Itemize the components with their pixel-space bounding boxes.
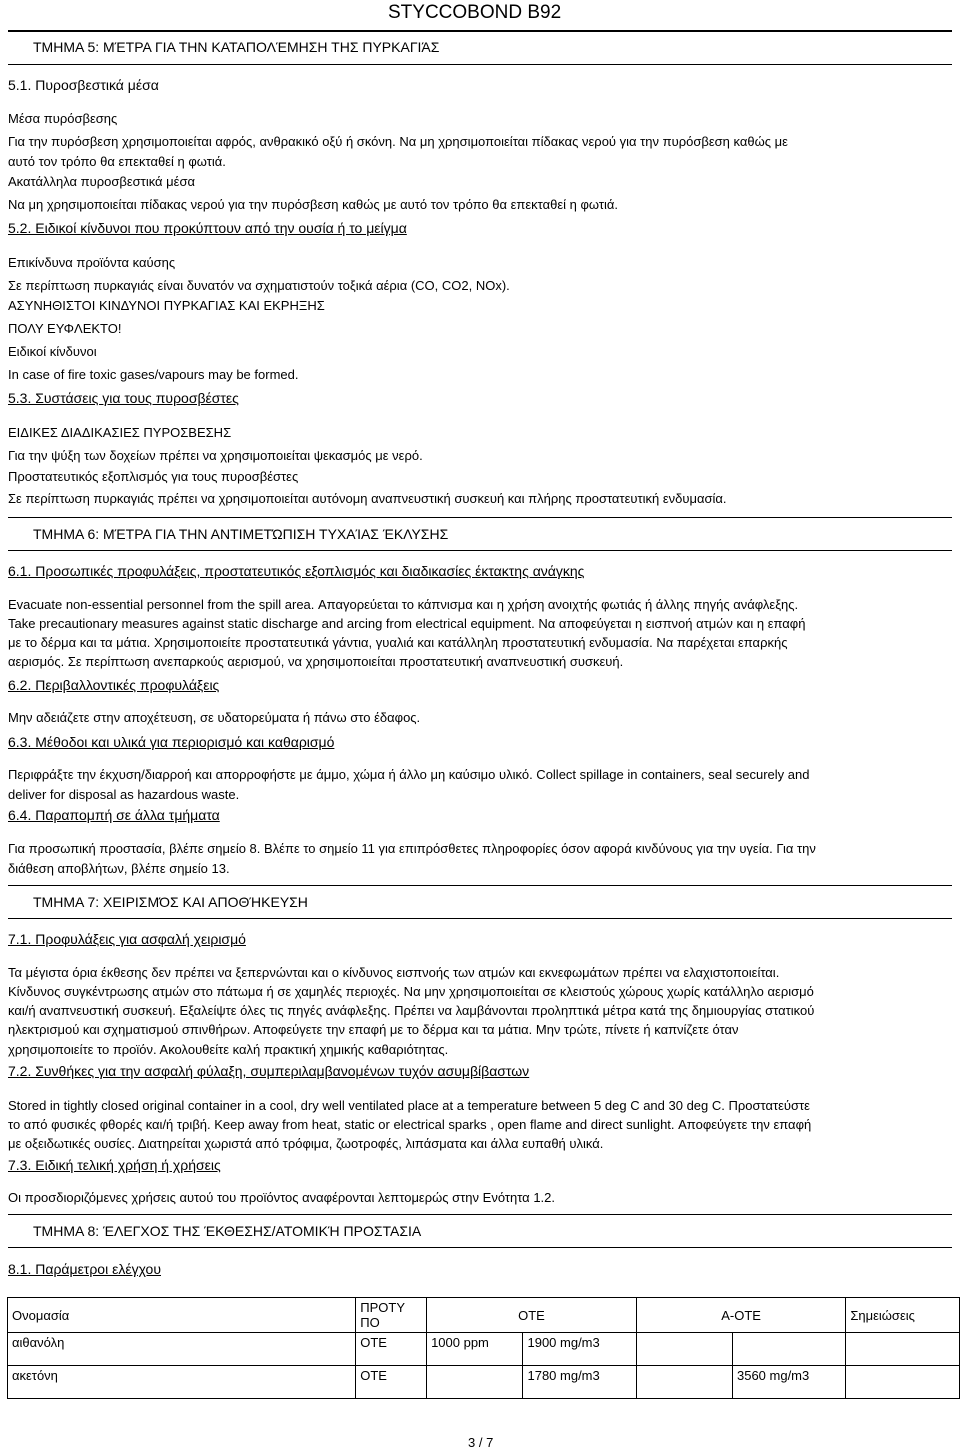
section-7-title: ΤΜΗΜΑ 7: ΧΕΙΡΙΣΜΌΣ ΚΑΙ ΑΠΟΘΉΚΕΥΣΗ — [33, 894, 308, 910]
cell-name: ακετόνη — [8, 1366, 356, 1399]
section-8-header — [8, 1214, 952, 1248]
handling-text-1: Τα μέγιστα όρια έκθεσης δεν πρέπει να ξεπερνώνται και ο κίνδυνος εισπνοής των ατμών και εκνεφωμάτων πρέπει να ελαχιστοποιείται. — [8, 965, 780, 980]
table-row — [8, 1333, 960, 1366]
cell-standard: ΟΤΕ — [356, 1366, 427, 1399]
section-8-title: ΤΜΗΜΑ 8: ΈΛΕΓΧΟΣ ΤΗΣ ΈΚΘΕΣΗΣ/ΑΤΟΜΙΚΉ ΠΡΟΣΤΑΣΙΑ — [33, 1223, 422, 1239]
hazard-heading: Επικίνδυνα προϊόντα καύσης — [8, 255, 176, 270]
unsuitable-heading: Ακατάλληλα πυροσβεστικά μέσα — [8, 174, 195, 189]
unusual-hazard-text: ΠΟΛΥ ΕΥΦΛΕΚΤΟ! — [8, 321, 122, 336]
subsection-6-4: 6.4. Παραπομπή σε άλλα τμήματα — [8, 807, 220, 823]
subsection-5-2: 5.2. Ειδικοί κίνδυνοι που προκύπτουν από την ουσία ή το μείγμα — [8, 220, 407, 236]
header-name: Ονομασία — [8, 1298, 356, 1333]
control-parameters-table — [7, 1297, 960, 1399]
end-use-text: Οι προσδιοριζόμενες χρήσεις αυτού του προϊόντος αναφέρονται λεπτομερώς στην Ενότητα 1.2. — [8, 1190, 555, 1205]
equipment-heading: Προστατευτικός εξοπλισμός για τους πυροσβέστες — [8, 469, 299, 484]
personal-precautions-2: Take precautionary measures against static discharge and arcing from electrical equipment. Να αποφεύγεται η εισπνοή ατμών και η επαφή — [8, 616, 806, 631]
handling-text-3: και/ή αναπνευστική συσκευή. Εξαλείψτε όλες τις πηγές ανάφλεξης. Πρέπει να λαμβάνονται προληπτικά μέτρα κατά της δημιουργίας στατικού — [8, 1003, 815, 1018]
header-notes: Σημειώσεις — [846, 1298, 960, 1333]
handling-text-4: ηλεκτρισμού και σχηματισμού σπινθήρων. Αποφεύγετε την επαφή με το δέρμα και τα μάτια. Μην τρώτε, πίνετε ή καπνίζετε όταν — [8, 1022, 739, 1037]
storage-text-1: Stored in tightly closed original container in a cool, dry well ventilated place at a temperature between 5 deg C and 30 deg C. Προστατεύστε — [8, 1098, 810, 1113]
subsection-7-3: 7.3. Ειδική τελική χρήση ή χρήσεις — [8, 1157, 221, 1173]
subsection-5-3: 5.3. Συστάσεις για τους πυροσβέστες — [8, 390, 239, 406]
cell-aote-mg: 3560 mg/m3 — [732, 1366, 845, 1399]
section-5-title: ΤΜΗΜΑ 5: ΜΈΤΡΑ ΓΙΑ ΤΗΝ ΚΑΤΑΠΟΛΈΜΗΣΗ ΤΗΣ ΠΥΡΚΑΓΙΆΣ — [33, 39, 440, 55]
subsection-8-1: 8.1. Παράμετροι ελέγχου — [8, 1261, 161, 1277]
unusual-hazard-heading: ΑΣΥΝΗΘΙΣΤΟΙ ΚΙΝΔΥΝΟΙ ΠΥΡΚΑΓΙΑΣ ΚΑΙ ΕΚΡΗΞΗΣ — [8, 298, 325, 313]
section-6-header — [8, 517, 952, 551]
cell-notes — [846, 1366, 960, 1399]
subsection-6-2: 6.2. Περιβαλλοντικές προφυλάξεις — [8, 677, 220, 693]
section-7-header — [8, 885, 952, 919]
equipment-text: Σε περίπτωση πυρκαγιάς πρέπει να χρησιμοποιείται αυτόνομη αναπνευστική συσκευή και πλήρης προστατευτική ενδυμασία. — [8, 491, 727, 506]
product-name: STYCCOBOND B92 — [388, 2, 562, 23]
subsection-7-2: 7.2. Συνθήκες για την ασφαλή φύλαξη, συμπεριλαμβανομένων τυχόν ασυμβίβαστων — [8, 1063, 530, 1079]
subsection-6-3: 6.3. Μέθοδοι και υλικά για περιορισμό και καθαρισμό — [8, 734, 335, 750]
header-standard: ΠΡΟΤΥ ΠΟ — [356, 1298, 427, 1333]
cell-standard: ΟΤΕ — [356, 1333, 427, 1366]
cell-ote-ppm — [427, 1366, 523, 1399]
containment-text-1: Περιφράξτε την έκχυση/διαρροή και απορροφήστε με άμμο, χώμα ή άλλο μη καύσιμο υλικό. Collect spillage in containers, seal securely and — [8, 767, 810, 782]
table-row — [8, 1366, 960, 1399]
subsection-5-1: 5.1. Πυροσβεστικά μέσα — [8, 77, 159, 93]
handling-text-2: Κίνδυνος συγκέντρωσης ατμών στο πάτωμα ή σε χαμηλές περιοχές. Να μην χρησιμοποιείται σε κλειστούς χώρους χωρίς κατάλληλο αερισμό — [8, 984, 814, 999]
cell-ote-mg: 1900 mg/m3 — [523, 1333, 636, 1366]
media-text-1: Για την πυρόσβεση χρησιμοποιείται αφρός, ανθρακικό οξύ ή σκόνη. Να μη χρησιμοποιείται πίδακας νερού για την πυρόσβεση καθώς με — [8, 134, 788, 149]
table-header-row — [8, 1298, 960, 1333]
personal-precautions-1: Evacuate non-essential personnel from the spill area. Απαγορεύεται το κάπνισμα και η χρήση ανοιχτής φωτιάς ή άλλης πηγής ανάφλεξης. — [8, 597, 799, 612]
personal-precautions-4: αερισμός. Σε περίπτωση ανεπαρκούς αερισμού, να χρησιμοποιείται προστατευτική αναπνευστική συσκευή. — [8, 654, 624, 669]
hazard-text: Σε περίπτωση πυρκαγιάς είναι δυνατόν να σχηματιστούν τοξικά αέρια (CO, CO2, NOx). — [8, 278, 510, 293]
section-5-header — [8, 31, 952, 65]
handling-text-5: χρησιμοποιείτε το προϊόν. Ακολουθείτε καλή πρακτική χημικής καθαριότητας. — [8, 1042, 449, 1057]
reference-text-2: διάθεση αποβλήτων, βλέπε σημείο 13. — [8, 861, 230, 876]
cell-name: αιθανόλη — [8, 1333, 356, 1366]
cell-ote-ppm: 1000 ppm — [427, 1333, 523, 1366]
special-hazard-text: In case of fire toxic gases/vapours may be formed. — [8, 367, 299, 382]
cell-ote-mg: 1780 mg/m3 — [523, 1366, 636, 1399]
procedures-text: Για την ψύξη των δοχείων πρέπει να χρησιμοποιείται ψεκασμός με νερό. — [8, 448, 423, 463]
special-hazard-heading: Ειδικοί κίνδυνοι — [8, 344, 97, 359]
header-aote: Α-ΟΤΕ — [636, 1298, 846, 1333]
subsection-6-1: 6.1. Προσωπικές προφυλάξεις, προστατευτικός εξοπλισμός και διαδικασίες έκτακτης ανάγκης — [8, 563, 585, 579]
cell-aote-ppm — [636, 1366, 732, 1399]
cell-notes — [846, 1333, 960, 1366]
header-ote: ΟΤΕ — [427, 1298, 637, 1333]
storage-text-2: το από φυσικές φθορές και/ή τριβή. Keep away from heat, static or electrical sparks , open flame and direct sunlight. Αποφεύγετε την επαφή — [8, 1117, 812, 1132]
section-6-title: ΤΜΗΜΑ 6: ΜΈΤΡΑ ΓΙΑ ΤΗΝ ΑΝΤΙΜΕΤΏΠΙΣΗ ΤΥΧΑΊΑΣ ΈΚΛΥΣΗΣ — [33, 526, 449, 542]
cell-aote-mg — [732, 1333, 845, 1366]
subsection-7-1: 7.1. Προφυλάξεις για ασφαλή χειρισμό — [8, 931, 246, 947]
storage-text-3: με οξειδωτικές ουσίες. Διατηρείται χωριστά από τρόφιμα, ζωοτροφές, λιπάσματα και άλλα ευπαθή υλικά. — [8, 1136, 604, 1151]
procedures-heading: ΕΙΔΙΚΕΣ ΔΙΑΔΙΚΑΣΙΕΣ ΠΥΡΟΣΒΕΣΗΣ — [8, 425, 232, 440]
unsuitable-text: Να μη χρησιμοποιείται πίδακας νερού για την πυρόσβεση καθώς με αυτό τον τρόπο θα επεκταθεί η φωτιά. — [8, 197, 619, 212]
media-text-2: αυτό τον τρόπο θα επεκταθεί η φωτιά. — [8, 154, 226, 169]
media-heading: Μέσα πυρόσβεσης — [8, 111, 118, 126]
cell-aote-ppm — [636, 1333, 732, 1366]
page-number: 3 / 7 — [468, 1435, 494, 1450]
environmental-text: Μην αδειάζετε στην αποχέτευση, σε υδατορεύματα ή πάνω στο έδαφος. — [8, 710, 421, 725]
reference-text-1: Για προσωπική προστασία, βλέπε σημείο 8. Βλέπε το σημείο 11 για επιπρόσθετες πληροφορίες όσον αφορά κινδύνους για την υγεία. Για την — [8, 841, 816, 856]
personal-precautions-3: με το δέρμα και τα μάτια. Χρησιμοποιείτε προστατευτικά γάντια, γυαλιά και κατάλληλη προστατευτική ενδυμασία. Να παρέχεται επαρκής — [8, 635, 788, 650]
containment-text-2: deliver for disposal as hazardous waste. — [8, 787, 240, 802]
